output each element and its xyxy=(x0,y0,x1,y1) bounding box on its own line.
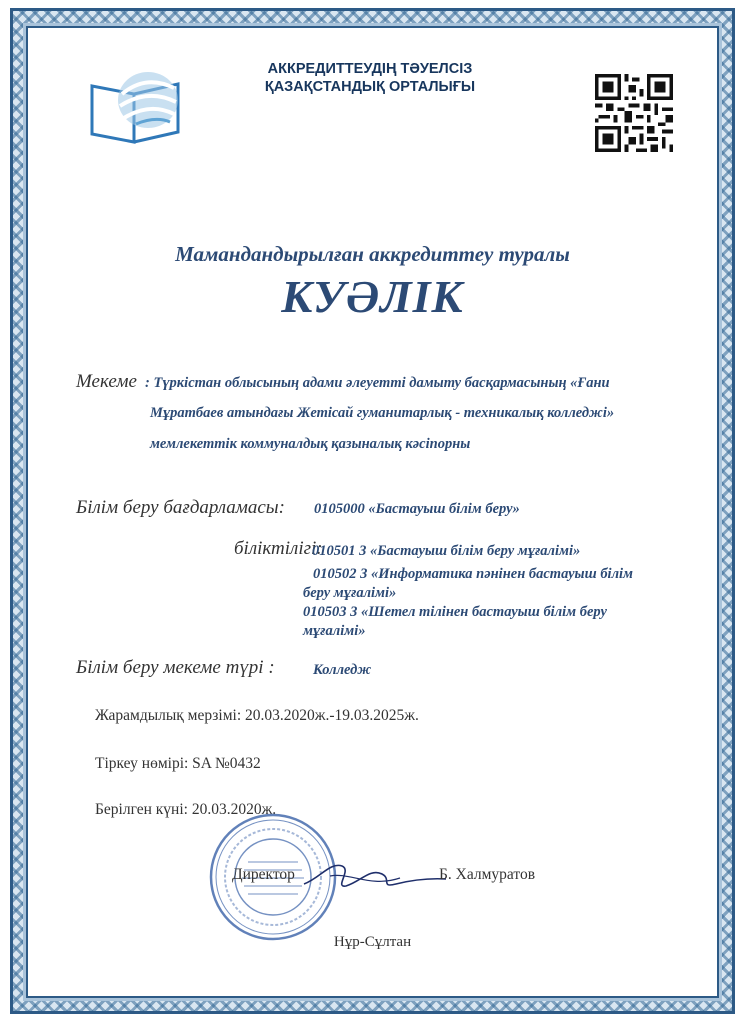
signature-icon xyxy=(300,848,450,898)
organization-line-1: АККРЕДИТТЕУДІҢ ТӘУЕЛСІЗ xyxy=(267,61,473,77)
director-role: Директор xyxy=(232,866,295,883)
director-name: Б. Халмуратов xyxy=(439,866,536,883)
certificate-subtitle: Мамандандырылған аккредиттеу туралы xyxy=(175,242,570,266)
institution-value-line-3: мемлекеттік коммуналдық қазыналық кәсіпорны xyxy=(150,436,471,452)
qr-code-icon[interactable] xyxy=(595,74,673,152)
qualification-3-line-1: 010503 3 «Шетел тілінен бастауыш білім беру xyxy=(303,604,607,620)
qualification-3-line-2: мұғалімі» xyxy=(303,623,366,639)
institution-value-line-1: : Түркістан облысының адами әлеуетті дамыту басқармасының «Ғани xyxy=(145,375,610,391)
issue-city: Нұр-Сұлтан xyxy=(333,934,412,950)
qualification-2-line-2: беру мұғалімі» xyxy=(303,585,397,601)
institution-label: Мекеме xyxy=(76,371,137,392)
organization-line-2: ҚАЗАҚСТАНДЫҚ ОРТАЛЫҒЫ xyxy=(264,79,476,95)
qualification-label: біліктілігі: xyxy=(234,538,323,559)
certificate-title: КУӘЛІК xyxy=(281,271,464,322)
qualification-1: 010501 3 «Бастауыш білім беру мұғалімі» xyxy=(312,543,581,559)
registration-number: Тіркеу нөмірі: SA №0432 xyxy=(95,755,261,772)
book-globe-logo-icon xyxy=(86,64,186,144)
organization-name xyxy=(190,60,550,96)
program-label: Білім беру бағдарламасы: xyxy=(76,497,285,518)
validity-period: Жарамдылық мерзімі: 20.03.2020ж.-19.03.2025ж. xyxy=(95,707,419,724)
program-value: 0105000 «Бастауыш білім беру» xyxy=(314,501,520,517)
qualification-2-line-1: 010502 3 «Информатика пәнінен бастауыш білім xyxy=(313,566,633,582)
institution-type-value: Колледж xyxy=(313,662,372,678)
institution-value-line-2: Мұратбаев атындағы Жетісай гуманитарлық - техникалық колледжі» xyxy=(150,405,615,421)
institution-type-label: Білім беру мекеме түрі : xyxy=(76,657,275,678)
issue-date: Берілген күні: 20.03.2020ж. xyxy=(95,801,277,818)
